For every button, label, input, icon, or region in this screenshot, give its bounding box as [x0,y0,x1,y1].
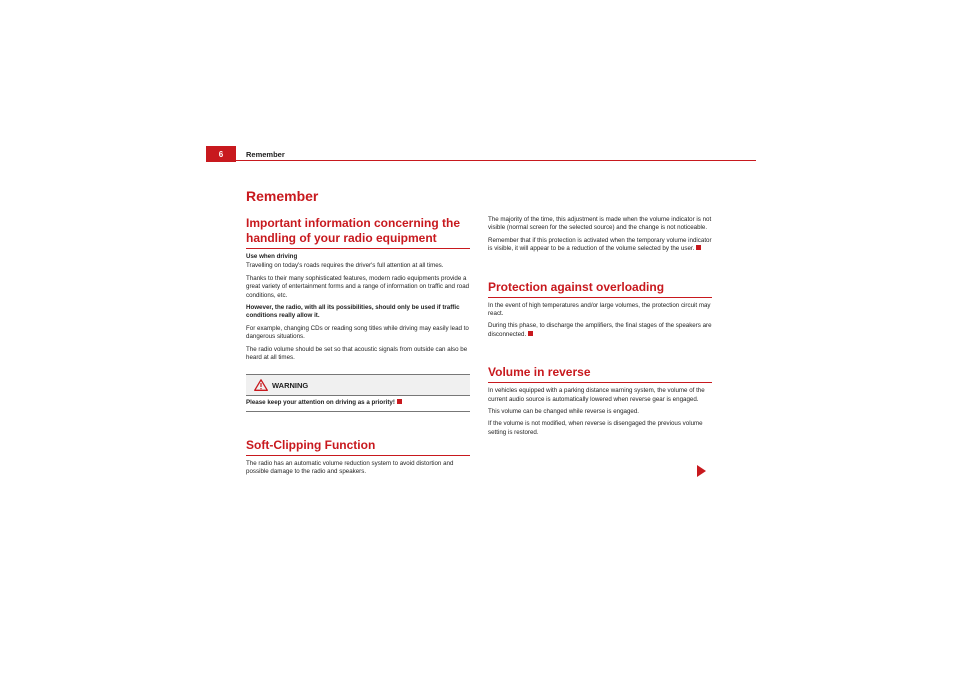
warning-text-content: Please keep your attention on driving as a priority! [246,399,395,407]
end-mark-icon [397,399,402,404]
end-mark-icon [696,245,701,250]
warning-header [246,375,470,395]
left-column [246,216,470,481]
section-heading-overloading: Protection against overloading [488,280,712,298]
page-title: Remember [246,188,319,204]
paragraph: In vehicles equipped with a parking distance warning system, the volume of the current audio source is automatically lowered when reverse gear is engaged. [488,387,705,403]
paragraph: Thanks to their many sophisticated features, modern radio equipments provide a great variety of entertainment forms and a range of information on traffic and road conditions, etc. [246,274,470,299]
warning-text [246,395,470,410]
header-divider [206,160,756,161]
paragraph: This volume can be changed while reverse is engaged. [488,408,639,416]
page-number: 6 [206,146,236,162]
running-header: Remember [246,150,285,159]
warning-label: WARNING [272,380,309,390]
paragraph-text: During this phase, to discharge the amplifiers, the final stages of the speakers are disconnected. [488,322,712,338]
section-heading-soft-clipping: Soft-Clipping Function [246,438,470,456]
right-column [488,216,712,441]
section-heading-radio-handling: Important information concerning the handling of your radio equipment [246,216,470,249]
warning-box [246,374,470,411]
paragraph [488,237,712,254]
paragraph [488,322,712,339]
subheading-use-when-driving: Use when driving [246,253,298,260]
paragraph: In the event of high temperatures and/or large volumes, the protection circuit may react. [488,301,711,318]
paragraph: Travelling on today's roads requires the driver's full attention at all times. [246,262,444,270]
paragraph: If the volume is not modified, when reverse is disengaged the previous volume setting is restored. [488,420,703,436]
paragraph-emphasis: However, the radio, with all its possibilities, should only be used if traffic conditions really allow it. [246,304,460,320]
paragraph-text: Remember that if this protection is activated when the temporary volume indicator is visible, it will appear to be a reduction of the volume selected by the user. [488,236,712,253]
next-page-arrow-icon[interactable] [697,465,706,477]
warning-triangle-icon [254,379,268,391]
paragraph: For example, changing CDs or reading song titles while driving may easily lead to dangerous situations. [246,324,469,341]
paragraph: The radio has an automatic volume reduction system to avoid distortion and possible damage to the radio and speakers. [246,459,454,476]
section-heading-volume-reverse: Volume in reverse [488,365,712,383]
paragraph: The radio volume should be set so that acoustic signals from outside can also be heard at all times. [246,345,468,362]
paragraph: The majority of the time, this adjustment is made when the volume indicator is not visible (normal screen for the selected source) and the change is not noticeable. [488,216,712,232]
end-mark-icon [528,331,533,336]
